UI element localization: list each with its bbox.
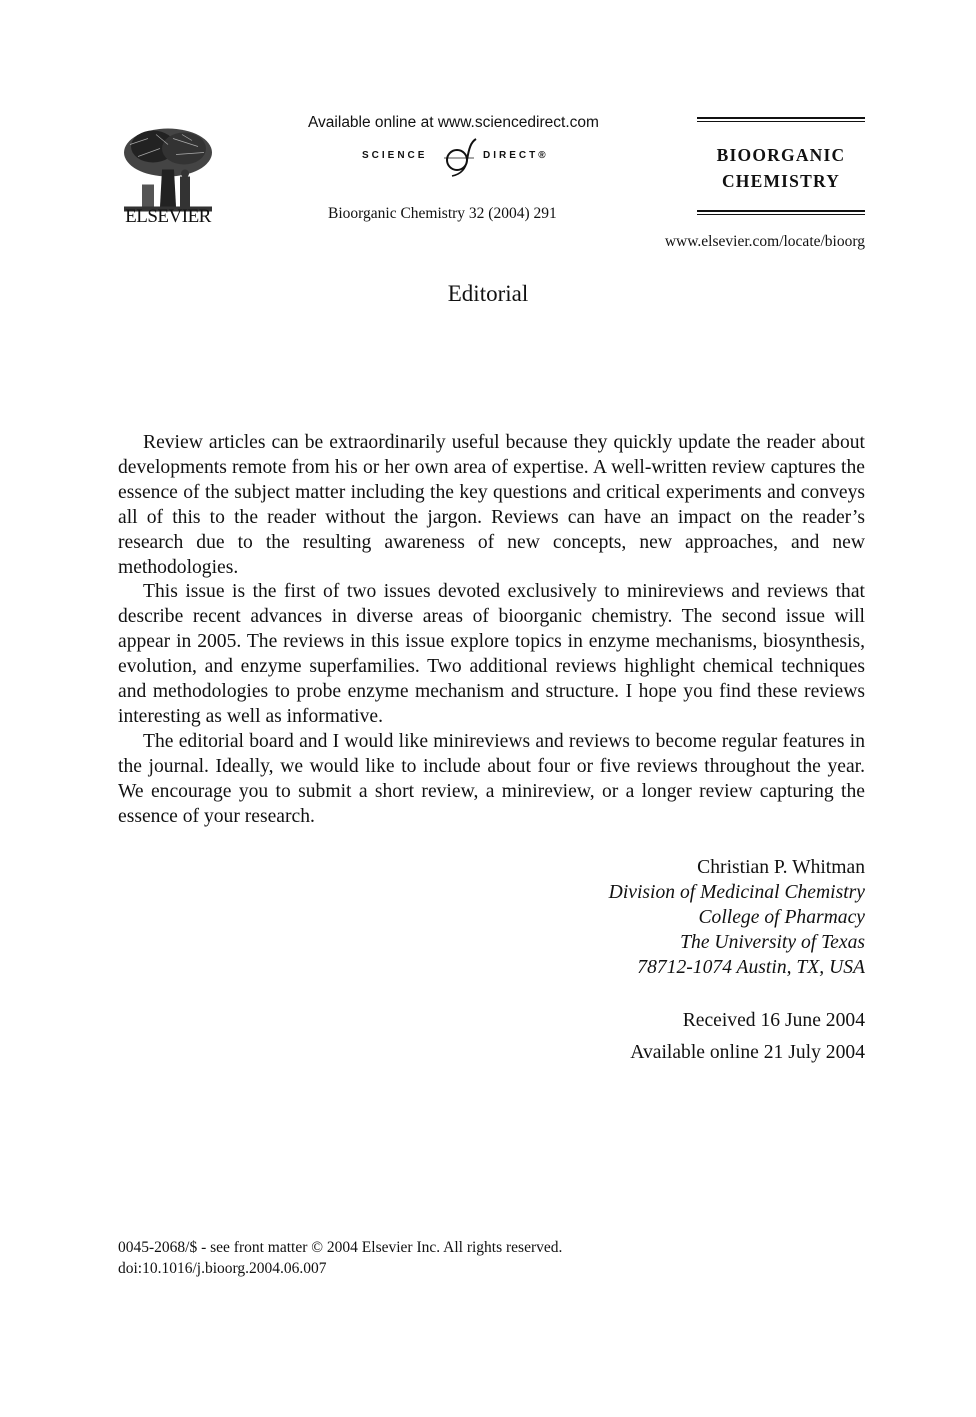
article-dates [630, 1005, 865, 1069]
top-double-rule [697, 117, 865, 122]
author-address: 78712-1074 Austin, TX, USA [637, 956, 865, 978]
journal-name-line1: BIOORGANIC [716, 145, 846, 165]
sciencedirect-right-text: DIRECT® [483, 150, 549, 161]
author-name: Christian P. Whitman [697, 857, 865, 878]
author-university: The University of Texas [680, 931, 865, 953]
publisher-name: ELSEVIER [125, 206, 211, 227]
bottom-double-rule [697, 210, 865, 215]
sciencedirect-left-text: SCIENCE [362, 150, 428, 161]
journal-name-box [697, 117, 865, 215]
journal-url: www.elsevier.com/locate/bioorg [664, 233, 865, 250]
page-title: Editorial [447, 281, 529, 306]
available-date: Available online 21 July 2004 [630, 1042, 865, 1063]
body-paragraph: This issue is the first of two issues devoted exclusively to minireviews and reviews that describe recent advances in diverse areas of bioorganic chemistry. The second issue will appear in 2005. The reviews in this issue explore topics in enzyme mechanisms, biosynthesis, evolution, and enzyme superfamilies. Two additional reviews highlight chemical techniques and methodologies to probe enzyme mechanism and structure. I hope you find these reviews interesting as well as informative. [118, 581, 865, 727]
received-date: Received 16 June 2004 [682, 1010, 865, 1031]
body-paragraph: Review articles can be extraordinarily useful because they quickly update the reader about developments remote from his or her own area of expertise. A well-written review captures the essence of the subject matter including the key questions and critical experiments and conveys all of this to the reader without the jargon. Reviews can have an impact on the reader’s research due to the resulting awareness of new concepts, new approaches, and new methodologies. [118, 432, 865, 578]
author-division: Division of Medicinal Chemistry [608, 881, 865, 903]
author-college: College of Pharmacy [698, 906, 865, 928]
doi-line: doi:10.1016/j.bioorg.2004.06.007 [118, 1260, 327, 1277]
body-paragraph: The editorial board and I would like minireviews and reviews to become regular features in the journal. Ideally, we would like to include about four or five reviews throughout the year. We encourage you to submit a short review, a minireview, or a longer review capturing the essence of your research. [118, 730, 865, 827]
journal-name-line2: CHEMISTRY [721, 171, 841, 191]
author-signature [609, 856, 865, 981]
available-online-text: Available online at www.sciencedirect.com [308, 114, 599, 131]
journal-citation: Bioorganic Chemistry 32 (2004) 291 [328, 205, 557, 222]
sciencedirect-d-icon [438, 136, 480, 178]
article-body [118, 431, 865, 830]
page-footer [118, 1237, 562, 1279]
journal-name [697, 142, 865, 194]
copyright-line: 0045-2068/$ - see front matter © 2004 Elsevier Inc. All rights reserved. [118, 1239, 563, 1256]
